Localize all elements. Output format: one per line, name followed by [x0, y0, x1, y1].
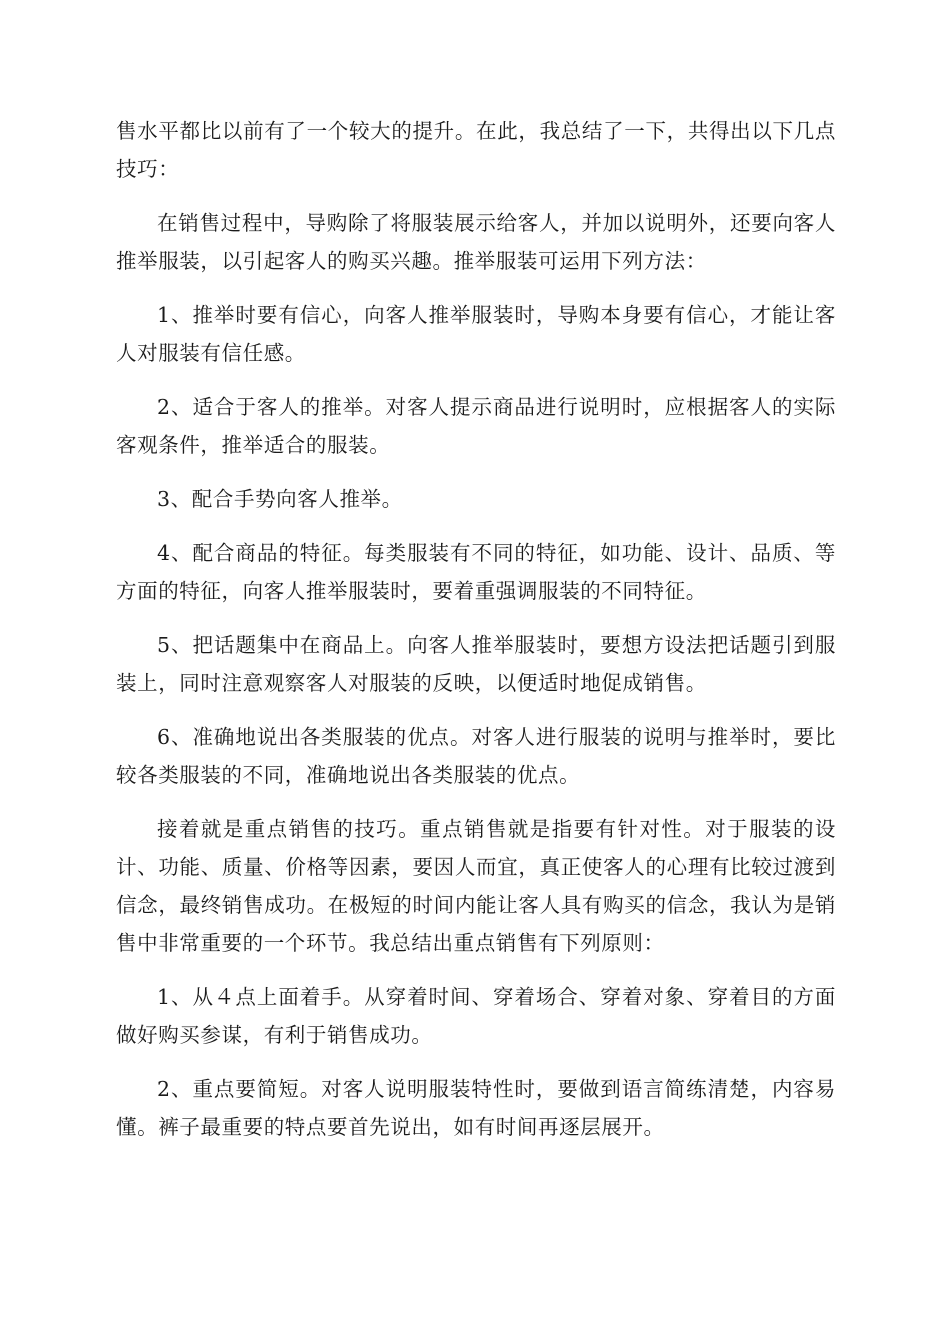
paragraph-6: 4、配合商品的特征。每类服装有不同的特征，如功能、设计、品质、等方面的特征，向客人推举服装时，要着重强调服装的不同特征。 — [116, 541, 836, 603]
paragraph-7: 5、把话题集中在商品上。向客人推举服装时，要想方设法把话题引到服装上，同时注意观察客人对服装的反映，以便适时地促成销售。 — [116, 633, 836, 695]
paragraph-10: 1、从４点上面着手。从穿着时间、穿着场合、穿着对象、穿着目的方面做好购买参谋，有利于销售成功。 — [116, 985, 836, 1047]
paragraph-8: 6、准确地说出各类服装的优点。对客人进行服装的说明与推举时，要比较各类服装的不同，准确地说出各类服装的优点。 — [116, 725, 836, 787]
paragraph-9: 接着就是重点销售的技巧。重点销售就是指要有针对性。对于服装的设计、功能、质量、价格等因素，要因人而宜，真正使客人的心理有比较过渡到信念，最终销售成功。在极短的时间内能让客人具有购买的信念，我认为是销售中非常重要的一个环节。我总结出重点销售有下列原则： — [116, 817, 836, 955]
paragraph-3: 1、推举时要有信心，向客人推举服装时，导购本身要有信心，才能让客人对服装有信任感。 — [116, 303, 836, 365]
paragraph-1: 售水平都比以前有了一个较大的提升。在此，我总结了一下，共得出以下几点技巧： — [116, 119, 836, 181]
document-body — [116, 112, 836, 1162]
paragraph-11: 2、重点要简短。对客人说明服装特性时，要做到语言简练清楚，内容易懂。裤子最重要的特点要首先说出，如有时间再逐层展开。 — [116, 1077, 836, 1139]
paragraph-4: 2、适合于客人的推举。对客人提示商品进行说明时，应根据客人的实际客观条件，推举适合的服装。 — [116, 395, 836, 457]
paragraph-5: 3、配合手势向客人推举。 — [157, 487, 403, 511]
paragraph-2: 在销售过程中，导购除了将服装展示给客人，并加以说明外，还要向客人推举服装，以引起客人的购买兴趣。推举服装可运用下列方法： — [116, 211, 836, 273]
